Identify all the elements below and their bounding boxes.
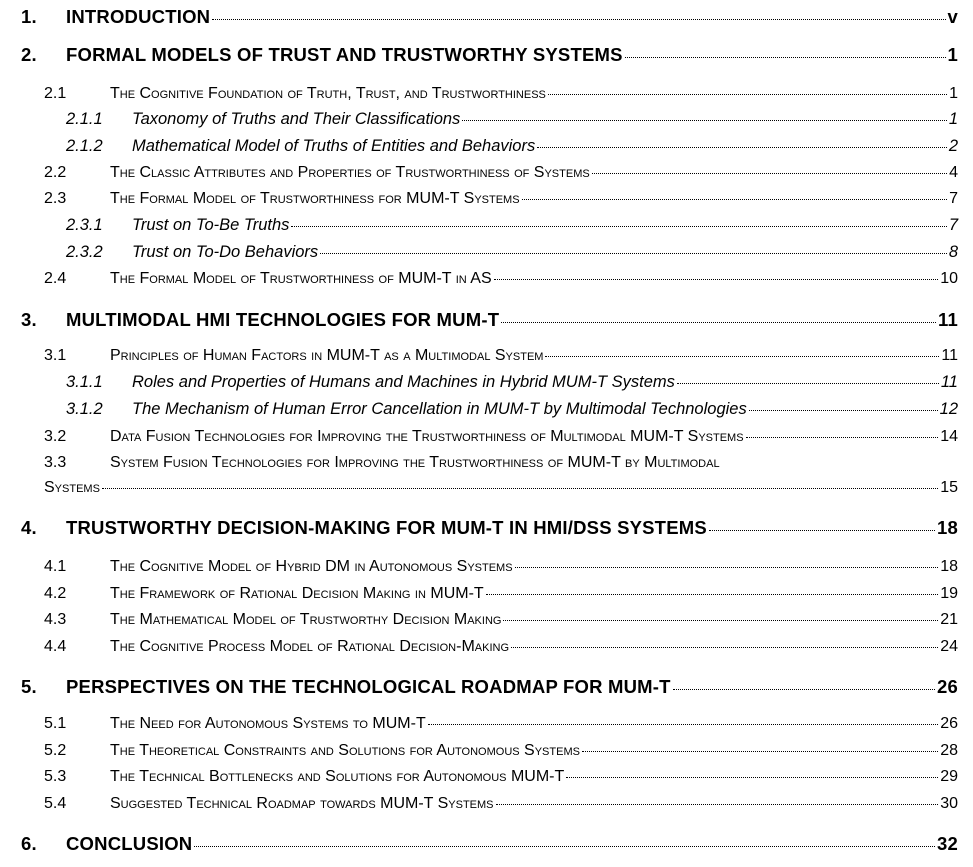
dot-leader [522, 199, 948, 200]
section-number: 3.2 [44, 428, 67, 445]
section-title: Roles and Properties of Humans and Machines in Hybrid MUM-T Systems [132, 373, 675, 391]
dot-leader [291, 226, 946, 227]
page-number: v [947, 6, 958, 27]
section-title: MULTIMODAL HMI TECHNOLOGIES FOR MUM-T [66, 309, 500, 330]
dot-leader [582, 751, 938, 752]
toc-entry-5-1[interactable] [44, 715, 958, 733]
section-title: INTRODUCTION [66, 6, 211, 27]
section-number: 2.1.1 [66, 110, 103, 128]
section-number: 2.1 [44, 85, 67, 102]
dot-leader [677, 383, 939, 384]
page-number: 4 [949, 164, 958, 181]
section-title: The Formal Model of Trustworthiness of MUM-T in AS [110, 270, 492, 287]
toc-entry-2[interactable] [21, 44, 958, 66]
toc-entry-2-1-2[interactable] [66, 137, 958, 156]
section-title: Trust on To-Be Truths [132, 216, 290, 234]
dot-leader [515, 567, 939, 568]
section-number: 2.3 [44, 190, 67, 207]
page-number: 18 [940, 558, 958, 575]
section-title: PERSPECTIVES ON THE TECHNOLOGICAL ROADMAP FOR MUM-T [66, 676, 671, 697]
section-number: 3. [21, 309, 37, 330]
dot-leader [749, 410, 938, 411]
toc-entry-2-1[interactable] [44, 85, 958, 103]
page-number: 28 [940, 742, 958, 759]
dot-leader [320, 253, 947, 254]
toc-entry-5-3[interactable] [44, 768, 958, 786]
page-number: 1 [949, 85, 958, 102]
section-number: 4. [21, 517, 37, 538]
section-number: 2.1.2 [66, 137, 103, 155]
toc-entry-4-2[interactable] [44, 585, 958, 603]
page-number: 1 [948, 110, 958, 128]
dot-leader [548, 94, 947, 95]
page-number: 1 [947, 44, 958, 65]
toc-entry-4-1[interactable] [44, 558, 958, 576]
section-number: 1. [21, 6, 37, 27]
page-number: 11 [938, 309, 958, 330]
dot-leader [462, 120, 947, 121]
toc-entry-4-3[interactable] [44, 611, 958, 629]
toc-entry-2-4[interactable] [44, 270, 958, 288]
section-number: 5.4 [44, 795, 67, 812]
section-title: Data Fusion Technologies for Improving the Trustworthiness of Multimodal MUM-T Systems [110, 428, 744, 445]
toc-entry-4[interactable] [21, 517, 958, 539]
dot-leader [503, 620, 938, 621]
toc-entry-5-4[interactable] [44, 795, 958, 813]
section-number: 5.1 [44, 715, 67, 732]
page-number: 29 [940, 768, 958, 785]
toc-entry-2-3[interactable] [44, 190, 958, 208]
dot-leader [592, 173, 947, 174]
section-title: The Formal Model of Trustworthiness for MUM-T Systems [110, 190, 520, 207]
section-title: CONCLUSION [66, 833, 193, 854]
dot-leader [494, 279, 939, 280]
section-number: 2. [21, 44, 37, 65]
toc-entry-2-1-1[interactable] [66, 110, 958, 129]
page-number: 26 [940, 715, 958, 732]
dot-leader [102, 488, 938, 489]
dot-leader [501, 322, 936, 323]
toc-entry-3-2[interactable] [44, 428, 958, 446]
section-title: FORMAL MODELS OF TRUST AND TRUSTWORTHY SYSTEMS [66, 44, 623, 65]
toc-entry-3[interactable] [21, 309, 958, 331]
toc-entry-3-3[interactable] [44, 454, 958, 497]
page-number: 14 [940, 428, 958, 445]
section-title-continued: Systems [44, 479, 100, 496]
dot-leader [194, 846, 935, 847]
page-number: 10 [940, 270, 958, 287]
section-title: The Need for Autonomous Systems to MUM-T [110, 715, 426, 732]
dot-leader [212, 19, 945, 20]
section-number: 3.1.1 [66, 373, 103, 391]
dot-leader [709, 530, 935, 531]
page-number: 2 [948, 137, 958, 155]
section-title: Mathematical Model of Truths of Entities and Behaviors [132, 137, 536, 155]
section-title: Taxonomy of Truths and Their Classifications [132, 110, 461, 128]
toc-entry-5[interactable] [21, 676, 958, 698]
page-number: 11 [941, 347, 958, 364]
section-number: 6. [21, 833, 37, 854]
dot-leader [545, 356, 939, 357]
section-title: Suggested Technical Roadmap towards MUM-T Systems [110, 795, 494, 812]
section-title: Principles of Human Factors in MUM-T as a Multimodal System [110, 347, 544, 364]
dot-leader [625, 57, 946, 58]
toc-entry-3-1[interactable] [44, 347, 958, 365]
page-number: 26 [937, 676, 958, 697]
section-title: The Cognitive Process Model of Rational Decision-Making [110, 638, 510, 655]
section-number: 3.1.2 [66, 400, 103, 418]
section-title: Trust on To-Do Behaviors [132, 243, 319, 261]
toc-entry-1[interactable] [21, 6, 958, 28]
section-number: 2.4 [44, 270, 67, 287]
dot-leader [746, 437, 939, 438]
section-title: The Classic Attributes and Properties of Trustworthiness of Systems [110, 164, 590, 181]
section-number: 5.3 [44, 768, 67, 785]
page-number: 8 [948, 243, 958, 261]
dot-leader [537, 147, 947, 148]
section-title: TRUSTWORTHY DECISION-MAKING FOR MUM-T IN HMI/DSS SYSTEMS [66, 517, 707, 538]
page-number: 15 [940, 479, 958, 496]
section-number: 5.2 [44, 742, 67, 759]
dot-leader [486, 594, 939, 595]
dot-leader [428, 724, 938, 725]
page-number: 19 [940, 585, 958, 602]
section-number: 4.4 [44, 638, 67, 655]
dot-leader [511, 647, 938, 648]
section-number: 2.3.1 [66, 216, 103, 234]
page-number: 18 [937, 517, 958, 538]
toc-entry-3-1-2[interactable] [66, 400, 958, 419]
page-number: 7 [948, 216, 958, 234]
page-number: 24 [940, 638, 958, 655]
section-title: The Technical Bottlenecks and Solutions for Autonomous MUM-T [110, 768, 565, 785]
toc-entry-2-3-2[interactable] [66, 243, 958, 262]
section-number: 4.1 [44, 558, 67, 575]
page-number: 32 [937, 833, 958, 854]
section-number: 2.3.2 [66, 243, 103, 261]
section-title: The Cognitive Model of Hybrid DM in Autonomous Systems [110, 558, 513, 575]
section-title: The Mathematical Model of Trustworthy Decision Making [110, 611, 502, 628]
toc-entry-5-2[interactable] [44, 742, 958, 760]
toc-entry-2-3-1[interactable] [66, 216, 958, 235]
section-number: 2.2 [44, 164, 67, 181]
toc-entry-2-2[interactable] [44, 164, 958, 182]
section-title: System Fusion Technologies for Improving the Trustworthiness of MUM-T by Multimodal [110, 454, 720, 471]
section-number: 3.3 [44, 454, 67, 471]
page-number: 21 [940, 611, 958, 628]
toc-entry-6[interactable] [21, 833, 958, 855]
section-number: 4.2 [44, 585, 67, 602]
page-number: 11 [940, 373, 958, 391]
page-number: 12 [939, 400, 958, 418]
dot-leader [673, 689, 935, 690]
section-title: The Theoretical Constraints and Solutions for Autonomous Systems [110, 742, 580, 759]
dot-leader [496, 804, 939, 805]
section-title: The Mechanism of Human Error Cancellation in MUM-T by Multimodal Technologies [132, 400, 747, 418]
section-title: The Cognitive Foundation of Truth, Trust, and Trustworthiness [110, 85, 546, 102]
page-number: 7 [949, 190, 958, 207]
dot-leader [566, 777, 938, 778]
page-number: 30 [940, 795, 958, 812]
toc-entry-3-1-1[interactable] [66, 373, 958, 392]
section-number: 4.3 [44, 611, 67, 628]
section-number: 5. [21, 676, 37, 697]
toc-entry-4-4[interactable] [44, 638, 958, 656]
section-title: The Framework of Rational Decision Making in MUM-T [110, 585, 484, 602]
section-number: 3.1 [44, 347, 67, 364]
